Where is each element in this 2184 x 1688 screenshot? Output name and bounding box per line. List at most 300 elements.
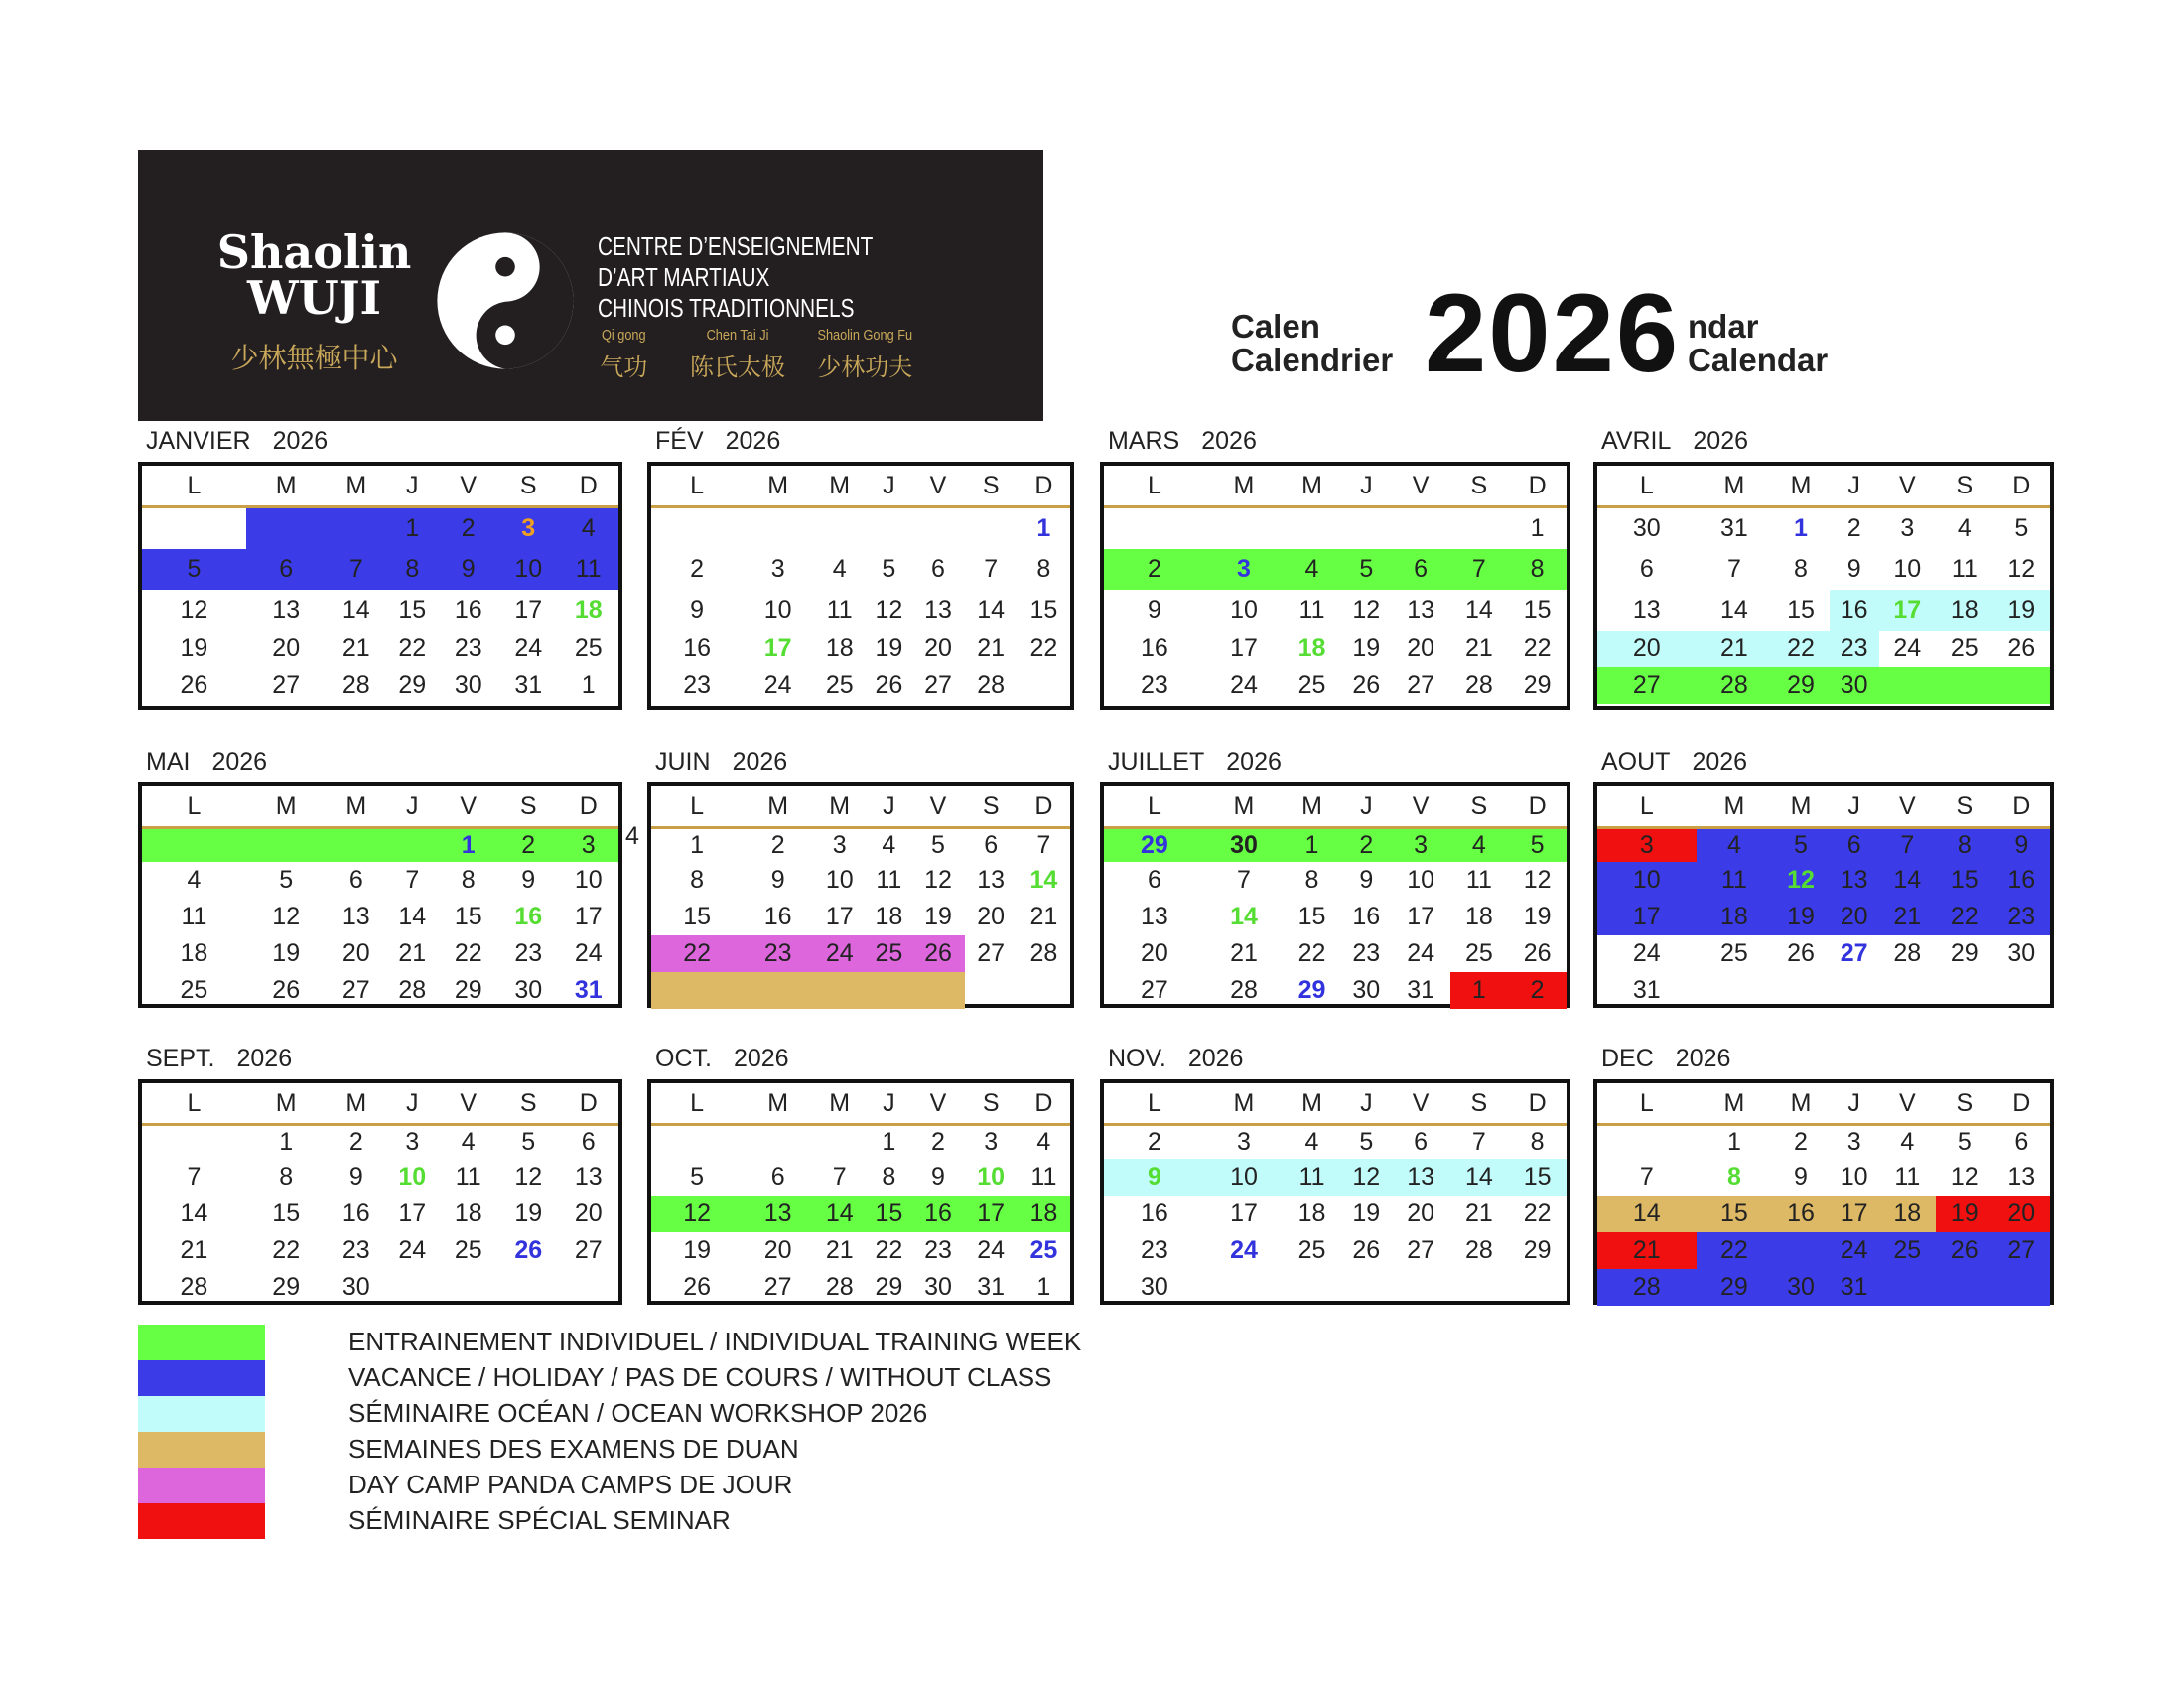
month-name: FÉV (655, 427, 704, 455)
weekday-label: D (2012, 472, 2031, 499)
weekday-label: D (1034, 472, 1053, 499)
month-year: 2026 (1201, 427, 1257, 455)
day-cell: 18 (1464, 903, 1493, 930)
week-row (1104, 862, 1567, 899)
day-cell: 2 (498, 829, 559, 862)
week-row (142, 1196, 618, 1232)
day-cell: 25 (1879, 1232, 1936, 1269)
week-row (1104, 549, 1567, 590)
month-box (647, 462, 1074, 710)
day-cell: 15 (1697, 1196, 1773, 1232)
day-cell: 22 (272, 1236, 301, 1264)
day-cell: 3 (498, 508, 559, 549)
day-cell: 5 (142, 549, 246, 590)
day-cell: 16 (1141, 1199, 1168, 1227)
month-box (1100, 782, 1570, 1008)
day-cell: 7 (1471, 1128, 1486, 1156)
day-cell: 20 (763, 1236, 792, 1264)
day-cell: 17 (1407, 903, 1435, 930)
day-cell: 3 (1597, 829, 1697, 862)
day-cell: 28 (1464, 671, 1493, 699)
month-label (1601, 1045, 1730, 1073)
day-cell: 1 (690, 831, 705, 859)
week-row (651, 667, 1070, 704)
day-cell: 5 (1341, 549, 1392, 590)
day-cell: 20 (977, 903, 1006, 930)
day-cell: 26 (1936, 1232, 1992, 1269)
day-cell (651, 508, 743, 549)
day-cell: 29 (454, 976, 482, 1004)
week-row (142, 1126, 618, 1159)
weekday-label: S (982, 472, 1000, 499)
day-cell: 22 (875, 1236, 903, 1264)
day-cell: 7 (1726, 555, 1741, 583)
day-cell: 22 (651, 935, 743, 972)
day-cell (1993, 972, 2050, 1009)
week-row (142, 862, 618, 899)
weekday-label: V (929, 472, 947, 499)
weekday-label: L (1639, 792, 1654, 820)
weekday-label: L (690, 792, 705, 820)
weekday-label: S (1470, 792, 1488, 820)
day-cell: 9 (1147, 596, 1161, 624)
day-cell (246, 508, 327, 549)
day-cell: 27 (1840, 939, 1868, 967)
day-cell: 5 (521, 1128, 536, 1156)
day-cell: 11 (1298, 596, 1325, 624)
discipline-taiji (690, 327, 785, 382)
weekday-label: J (883, 792, 895, 820)
day-cell: 13 (1830, 862, 1879, 899)
day-cell: 27 (1993, 1232, 2050, 1269)
day-cell: 10 (977, 1163, 1006, 1191)
day-cell: 15 (454, 903, 482, 930)
day-cell: 12 (1341, 1159, 1392, 1196)
day-cell: 14 (180, 1199, 208, 1227)
weekday-label: M (345, 1089, 367, 1117)
day-cell: 26 (911, 935, 964, 972)
day-cell: 18 (180, 939, 208, 967)
day-cell (1993, 667, 2050, 704)
day-cell: 15 (1523, 596, 1552, 624)
day-cell: 11 (1951, 555, 1978, 583)
week-row (1104, 829, 1567, 862)
day-cell (911, 972, 964, 1009)
weekday-label: D (2012, 792, 2031, 820)
day-cell: 24 (1830, 1232, 1879, 1269)
week-row (142, 590, 618, 631)
week-row (651, 1269, 1070, 1306)
day-cell: 2 (1341, 829, 1392, 862)
day-cell: 2 (1508, 972, 1567, 1009)
day-cell: 17 (1597, 899, 1697, 935)
month-name: JANVIER (146, 427, 251, 455)
weekday-header (1104, 786, 1567, 829)
day-cell: 19 (1772, 899, 1829, 935)
day-cell: 15 (1787, 596, 1815, 624)
week-row (142, 1159, 618, 1196)
day-cell: 27 (1407, 671, 1435, 699)
day-cell: 4 (461, 1128, 476, 1156)
week-row (651, 972, 1070, 1009)
day-cell: 24 (398, 1236, 427, 1264)
weekday-header (142, 466, 618, 508)
day-cell: 30 (924, 1273, 952, 1301)
weekday-label: L (690, 472, 705, 499)
day-cell: 7 (327, 549, 387, 590)
week-row (1597, 1232, 2050, 1269)
weekday-label: J (1847, 792, 1860, 820)
week-row (1597, 1196, 2050, 1232)
week-row (142, 829, 618, 862)
week-row (1104, 899, 1567, 935)
month-year: 2026 (1187, 1045, 1244, 1072)
day-cell: 20 (574, 1199, 603, 1227)
day-cell: 20 (1993, 1196, 2050, 1232)
week-row (1597, 935, 2050, 972)
day-cell (386, 1269, 438, 1306)
day-cell: 30 (454, 671, 482, 699)
day-cell: 8 (1726, 1163, 1741, 1191)
discipline-name: Qi gong (601, 327, 646, 344)
day-cell: 4 (558, 508, 618, 549)
day-cell: 26 (514, 1236, 543, 1264)
day-cell: 16 (763, 903, 792, 930)
day-cell: 8 (1508, 549, 1567, 590)
day-cell: 8 (690, 866, 705, 894)
weekday-label: L (187, 1089, 202, 1117)
day-cell: 5 (279, 866, 294, 894)
day-cell: 4 (187, 866, 202, 894)
weekday-label: D (1528, 1089, 1547, 1117)
day-cell (1830, 972, 1879, 1009)
legend-swatch (138, 1468, 265, 1503)
day-cell: 6 (1147, 866, 1161, 894)
day-cell: 15 (398, 596, 427, 624)
weekday-header (1104, 1083, 1567, 1126)
day-cell: 3 (558, 829, 618, 862)
day-cell: 23 (1141, 671, 1168, 699)
day-cell: 16 (1830, 590, 1879, 631)
day-cell (1879, 667, 1936, 704)
week-row (142, 549, 618, 590)
day-cell: 10 (1230, 596, 1258, 624)
day-cell: 15 (1508, 1159, 1567, 1196)
month-label (1601, 748, 1747, 776)
day-cell (1508, 1269, 1567, 1306)
day-cell: 10 (574, 866, 603, 894)
day-cell: 13 (977, 866, 1006, 894)
day-cell: 25 (1297, 671, 1326, 699)
day-cell: 24 (1230, 671, 1258, 699)
day-cell: 12 (875, 596, 903, 624)
brand-line-2: WUJI (246, 271, 382, 325)
day-cell: 28 (1029, 939, 1058, 967)
day-cell: 9 (770, 866, 785, 894)
day-cell: 18 (1936, 590, 1992, 631)
weekday-label: J (1847, 472, 1860, 499)
day-cell: 20 (924, 634, 952, 662)
week-row (142, 972, 618, 1009)
day-cell: 7 (984, 555, 999, 583)
day-cell: 5 (1772, 829, 1829, 862)
day-cell: 9 (348, 1163, 363, 1191)
day-cell: 2 (1147, 1128, 1161, 1156)
day-cell (866, 508, 911, 549)
day-cell: 4 (1450, 829, 1509, 862)
discipline-qigong (598, 327, 650, 382)
day-cell: 10 (1597, 862, 1697, 899)
day-cell: 18 (875, 903, 903, 930)
day-cell: 8 (461, 866, 476, 894)
weekday-label: D (579, 1089, 598, 1117)
day-cell: 16 (514, 903, 543, 930)
weekday-label: V (460, 472, 478, 499)
weekday-header (1597, 1083, 2050, 1126)
day-cell: 29 (1104, 829, 1205, 862)
day-cell: 2 (690, 555, 705, 583)
week-row (1104, 1126, 1567, 1159)
day-cell: 5 (2014, 514, 2029, 542)
day-cell: 12 (651, 1196, 743, 1232)
day-cell: 28 (1697, 667, 1773, 704)
day-cell: 17 (398, 1199, 427, 1227)
day-cell: 3 (984, 1128, 999, 1156)
day-cell: 18 (454, 1199, 482, 1227)
weekday-label: M (1723, 792, 1745, 820)
week-row (651, 508, 1070, 549)
legend-swatch (138, 1325, 265, 1360)
weekday-label: M (767, 472, 789, 499)
day-cell: 1 (386, 508, 438, 549)
weekday-label: S (519, 1089, 537, 1117)
weekday-label: V (929, 792, 947, 820)
day-cell (743, 972, 813, 1009)
day-cell: 10 (1840, 1163, 1868, 1191)
day-cell: 16 (454, 596, 482, 624)
day-cell: 11 (876, 866, 902, 894)
day-cell: 28 (1893, 939, 1922, 967)
weekday-label: S (1956, 792, 1974, 820)
day-cell: 21 (180, 1236, 208, 1264)
day-cell: 22 (1936, 899, 1992, 935)
day-cell: 27 (1597, 667, 1697, 704)
legend-swatch (138, 1396, 265, 1432)
day-cell: 9 (521, 866, 536, 894)
month-label (146, 1045, 292, 1073)
day-cell: 8 (1936, 829, 1992, 862)
day-cell (965, 972, 1018, 1009)
day-cell (1450, 1269, 1509, 1306)
day-cell: 15 (1297, 903, 1326, 930)
weekday-header (651, 1083, 1070, 1126)
day-cell: 17 (1879, 590, 1936, 631)
day-cell: 12 (272, 903, 301, 930)
day-cell: 29 (875, 1273, 903, 1301)
day-cell: 21 (1464, 634, 1493, 662)
day-cell: 30 (1772, 1269, 1829, 1306)
week-row (1597, 549, 2050, 590)
weekday-label: M (1233, 1089, 1255, 1117)
week-row (1597, 1269, 2050, 1306)
day-cell: 25 (1029, 1236, 1058, 1264)
day-cell: 25 (1950, 634, 1979, 662)
day-cell: 28 (977, 671, 1006, 699)
weekday-label: M (345, 472, 367, 499)
day-cell: 14 (1720, 596, 1748, 624)
day-cell: 20 (1407, 634, 1435, 662)
week-row (651, 1126, 1070, 1159)
day-cell: 22 (1523, 1199, 1552, 1227)
day-cell: 10 (498, 549, 559, 590)
day-cell: 8 (1036, 555, 1051, 583)
day-cell: 25 (180, 976, 208, 1004)
month-name: DEC (1601, 1045, 1654, 1072)
day-cell: 28 (341, 671, 370, 699)
month-name: AVRIL (1601, 427, 1672, 455)
day-cell: 13 (1407, 596, 1435, 624)
day-cell: 27 (272, 671, 301, 699)
weekday-label: M (1790, 1089, 1812, 1117)
day-cell: 15 (1936, 862, 1992, 899)
day-cell: 6 (2014, 1128, 2029, 1156)
weekday-header (1104, 466, 1567, 508)
discipline-name: Chen Tai Ji (706, 327, 769, 344)
day-cell: 1 (1036, 1273, 1051, 1301)
week-row (1104, 1196, 1567, 1232)
day-cell: 28 (1597, 1269, 1697, 1306)
day-cell (1936, 1269, 1992, 1306)
month-box (1593, 782, 2054, 1008)
day-cell (743, 1126, 813, 1159)
week-row (651, 935, 1070, 972)
day-cell: 6 (1639, 555, 1654, 583)
week-row (1104, 631, 1567, 667)
day-cell: 22 (454, 939, 482, 967)
day-cell: 4 (1283, 549, 1341, 590)
day-cell: 20 (1407, 1199, 1435, 1227)
month-label (1601, 427, 1748, 456)
day-cell: 9 (1846, 555, 1861, 583)
day-cell: 4 (1697, 829, 1773, 862)
day-cell: 19 (924, 903, 952, 930)
day-cell: 5 (690, 1163, 705, 1191)
day-cell: 8 (279, 1163, 294, 1191)
legend-label: ENTRAINEMENT INDIVIDUEL / INDIVIDUAL TRAINING WEEK (348, 1327, 1082, 1356)
day-cell: 23 (1141, 1236, 1168, 1264)
weekday-label: M (1233, 792, 1255, 820)
day-cell: 23 (1993, 899, 2050, 935)
weekday-label: J (1360, 792, 1373, 820)
week-row (1597, 1159, 2050, 1196)
day-cell: 24 (813, 935, 866, 972)
day-cell: 12 (514, 1163, 543, 1191)
day-cell: 2 (1104, 549, 1205, 590)
day-cell: 24 (977, 1236, 1006, 1264)
day-cell (558, 1269, 618, 1306)
month-name: MAI (146, 748, 191, 775)
day-cell: 7 (1639, 1163, 1654, 1191)
day-cell: 9 (1794, 1163, 1808, 1191)
weekday-label: L (1639, 472, 1654, 499)
description-line: D’ART MARTIAUX (598, 262, 770, 292)
day-cell (1283, 508, 1341, 549)
week-row (1597, 667, 2050, 704)
day-cell: 1 (1726, 1128, 1741, 1156)
logo-banner (138, 150, 1043, 421)
day-cell: 25 (1464, 939, 1493, 967)
day-cell: 20 (272, 634, 301, 662)
brand-chinese: 少林無極中心 (230, 343, 398, 373)
weekday-label: M (1790, 792, 1812, 820)
weekday-label: J (406, 1089, 419, 1117)
day-cell: 17 (574, 903, 603, 930)
day-cell: 28 (825, 1273, 854, 1301)
day-cell: 27 (977, 939, 1006, 967)
day-cell (1341, 508, 1392, 549)
day-cell (866, 972, 911, 1009)
day-cell: 21 (1230, 939, 1258, 967)
day-cell: 31 (1830, 1269, 1879, 1306)
day-cell: 18 (1297, 1199, 1326, 1227)
day-cell: 13 (2007, 1163, 2036, 1191)
weekday-label: M (1790, 472, 1812, 499)
legend-swatch (138, 1360, 265, 1396)
weekday-label: D (579, 472, 598, 499)
weekday-label: L (1147, 1089, 1161, 1117)
month-name: JUIN (655, 748, 711, 775)
week-row (142, 1232, 618, 1269)
day-cell: 7 (405, 866, 420, 894)
month-label (1108, 1045, 1243, 1073)
day-cell (965, 508, 1018, 549)
legend-label: SÉMINAIRE OCÉAN / OCEAN WORKSHOP 2026 (348, 1398, 928, 1428)
week-row (651, 590, 1070, 631)
day-cell: 17 (1230, 1199, 1258, 1227)
day-cell: 3 (832, 831, 847, 859)
day-cell: 30 (1352, 976, 1381, 1004)
day-cell: 30 (341, 1273, 370, 1301)
weekday-label: S (982, 792, 1000, 820)
day-cell: 16 (341, 1199, 370, 1227)
day-cell: 18 (1297, 634, 1326, 662)
day-cell: 30 (1632, 514, 1661, 542)
day-cell: 26 (272, 976, 301, 1004)
weekday-header (651, 786, 1070, 829)
weekday-label: D (1528, 792, 1547, 820)
day-cell: 14 (813, 1196, 866, 1232)
day-cell (1450, 508, 1509, 549)
day-cell: 10 (1407, 866, 1435, 894)
week-row (651, 631, 1070, 667)
day-cell: 14 (398, 903, 427, 930)
day-cell: 31 (574, 976, 603, 1004)
weekday-header (142, 1083, 618, 1126)
legend-label: SEMAINES DES EXAMENS DE DUAN (348, 1434, 799, 1464)
day-cell: 10 (1205, 1159, 1283, 1196)
day-cell: 22 (398, 634, 427, 662)
weekday-label: S (519, 472, 537, 499)
day-cell: 11 (826, 596, 853, 624)
day-cell: 30 (1141, 1273, 1168, 1301)
day-cell: 21 (1597, 1232, 1697, 1269)
week-row (651, 899, 1070, 935)
day-cell: 4 (1304, 1128, 1319, 1156)
day-cell: 30 (1205, 829, 1283, 862)
day-cell: 8 (1304, 866, 1319, 894)
day-cell: 22 (1297, 939, 1326, 967)
day-cell: 31 (977, 1273, 1006, 1301)
